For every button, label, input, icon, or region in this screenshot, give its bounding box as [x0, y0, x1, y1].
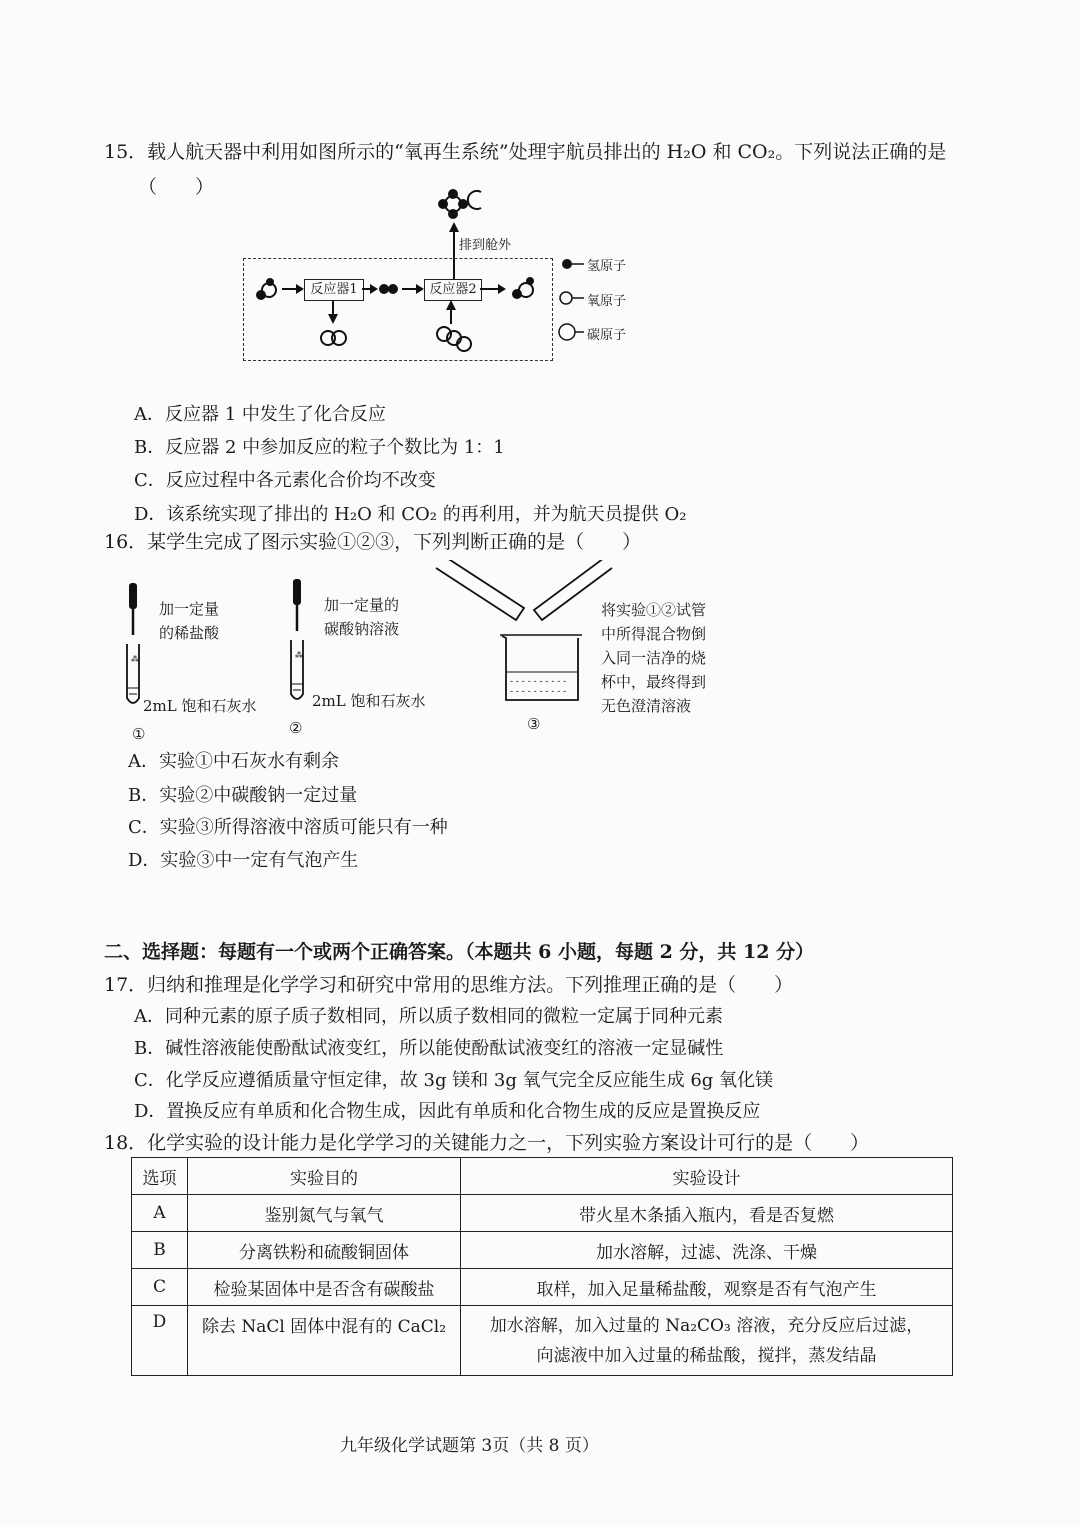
table-cell-purpose: 分离铁粉和硫酸铜固体	[188, 1232, 461, 1269]
exp3-beaker-icon	[430, 560, 620, 710]
table-cell-purpose: 鉴别氮气与氧气	[188, 1195, 461, 1232]
q17-stem: 17．归纳和推理是化学学习和研究中常用的思维方法。下列推理正确的是（ ）	[104, 974, 794, 996]
exp1-dropper-label: 加一定量 的稀盐酸	[159, 600, 220, 642]
table-header-purpose: 实验目的	[188, 1158, 461, 1195]
page-footer: 九年级化学试题第 3页（共 8 页）	[340, 1436, 599, 1456]
table-cell-option: A	[132, 1195, 188, 1232]
svg-text:- - - - - - - - - -: - - - - - - - - - -	[510, 677, 567, 687]
exp1-number: ①	[132, 725, 146, 743]
table-cell-design: 加水溶解，过滤、洗涤、干燥	[461, 1232, 953, 1269]
table-cell-option: D	[132, 1306, 188, 1376]
arrow-right-icon	[402, 283, 424, 295]
q15-stem: 15．载人航天器中利用如图所示的“氧再生系统”处理宇航员排出的 H₂O 和 CO₂。下列说法正确的是	[104, 141, 947, 163]
svg-text:⁂: ⁂	[295, 651, 303, 660]
table-header-row	[132, 1158, 953, 1195]
q16-option-b: B．实验②中碳酸钠一定过量	[128, 785, 358, 806]
legend-oxygen-label: 氧原子	[587, 294, 627, 309]
svg-text:- - - - - - - - - -: - - - - - - - - - -	[510, 687, 567, 697]
table-cell-purpose: 除去 NaCl 固体中混有的 CaCl₂	[188, 1306, 461, 1376]
q15-answer-paren: （ ）	[138, 176, 215, 198]
water-molecule-icon	[509, 276, 539, 302]
table-cell-design: 带火星木条插入瓶内，看是否复燃	[461, 1195, 953, 1232]
reactor-1: 反应器1	[304, 279, 364, 301]
arrow-right-icon	[480, 283, 506, 295]
arrow-right-icon	[362, 283, 378, 295]
exp3-number: ③	[527, 715, 541, 733]
table-row	[132, 1232, 953, 1269]
exp3-note: 将实验①②试管 中所得混合物倒 入同一洁净的烧 杯中，最终得到 无色澄清溶液	[601, 601, 707, 715]
table-header-option: 选项	[132, 1158, 188, 1195]
oxygen-molecule-icon	[318, 328, 350, 348]
table-cell-purpose: 检验某固体中是否含有碳酸盐	[188, 1269, 461, 1306]
q16-option-c: C．实验③所得溶液中溶质可能只有一种	[128, 817, 448, 838]
q16-option-d: D．实验③中一定有气泡产生	[128, 850, 359, 871]
table-cell-design: 加水溶解，加入过量的 Na₂CO₃ 溶液，充分反应后过滤， 向滤液中加入过量的稀盐酸，搅拌，蒸发结晶	[461, 1306, 953, 1376]
legend-hydrogen-icon	[560, 257, 586, 271]
arrow-up-icon	[445, 300, 457, 324]
q17-option-d: D．置换反应有单质和化合物生成，因此有单质和化合物生成的反应是置换反应	[134, 1101, 761, 1122]
reactor-2: 反应器2	[424, 279, 482, 301]
water-molecule-icon	[254, 278, 282, 304]
outlet-molecule-icon	[425, 180, 495, 230]
hydrogen-molecule-icon	[378, 283, 402, 295]
q15-option-d: D．该系统实现了排出的 H₂O 和 CO₂ 的再利用，并为航天员提供 O₂	[134, 504, 687, 525]
q15-option-b: B．反应器 2 中参加反应的粒子个数比为 1：1	[134, 437, 505, 458]
arrow-right-icon	[282, 283, 304, 295]
outlet-label: 排到舱外	[459, 238, 512, 253]
section-2-heading: 二、选择题：每题有一个或两个正确答案。（本题共 6 小题，每题 2 分，共 12 分）	[104, 941, 815, 963]
q18-stem: 18．化学实验的设计能力是化学学习的关键能力之一，下列实验方案设计可行的是（ ）	[104, 1132, 870, 1154]
q17-option-a: A．同种元素的原子质子数相同，所以质子数相同的微粒一定属于同种元素	[134, 1006, 723, 1027]
q17-option-c: C．化学反应遵循质量守恒定律，故 3g 镁和 3g 氧气完全反应能生成 6g 氧化镁	[134, 1070, 774, 1091]
exp2-number: ②	[289, 719, 303, 737]
legend-oxygen-icon	[558, 290, 586, 306]
q15-option-c: C．反应过程中各元素化合价均不改变	[134, 470, 436, 491]
table-row	[132, 1269, 953, 1306]
exp1-tube-label: 2mL 饱和石灰水	[143, 697, 257, 715]
oxygen-regeneration-diagram	[243, 258, 553, 361]
table-cell-option: C	[132, 1269, 188, 1306]
exp2-tube-label: 2mL 饱和石灰水	[312, 692, 426, 710]
q16-option-a: A．实验①中石灰水有剩余	[128, 751, 339, 772]
q18-experiment-table	[131, 1157, 953, 1376]
table-header-design: 实验设计	[461, 1158, 953, 1195]
legend-hydrogen-label: 氢原子	[587, 259, 627, 274]
q15-option-a: A．反应器 1 中发生了化合反应	[134, 404, 386, 425]
arrow-down-icon	[327, 300, 339, 324]
q16-stem: 16．某学生完成了图示实验①②③，下列判断正确的是（ ）	[104, 531, 642, 553]
q17-option-b: B．碱性溶液能使酚酞试液变红，所以能使酚酞试液变红的溶液一定显碱性	[134, 1038, 724, 1059]
table-row	[132, 1195, 953, 1232]
exp2-dropper-label: 加一定量的 碳酸钠溶液	[324, 596, 400, 638]
carbon-dioxide-molecule-icon	[434, 322, 476, 354]
legend-carbon-label: 碳原子	[587, 328, 627, 343]
svg-text:⁂: ⁂	[131, 655, 139, 664]
table-row	[132, 1306, 953, 1376]
table-cell-design: 取样，加入足量稀盐酸，观察是否有气泡产生	[461, 1269, 953, 1306]
table-cell-option: B	[132, 1232, 188, 1269]
legend-carbon-icon	[558, 323, 586, 341]
